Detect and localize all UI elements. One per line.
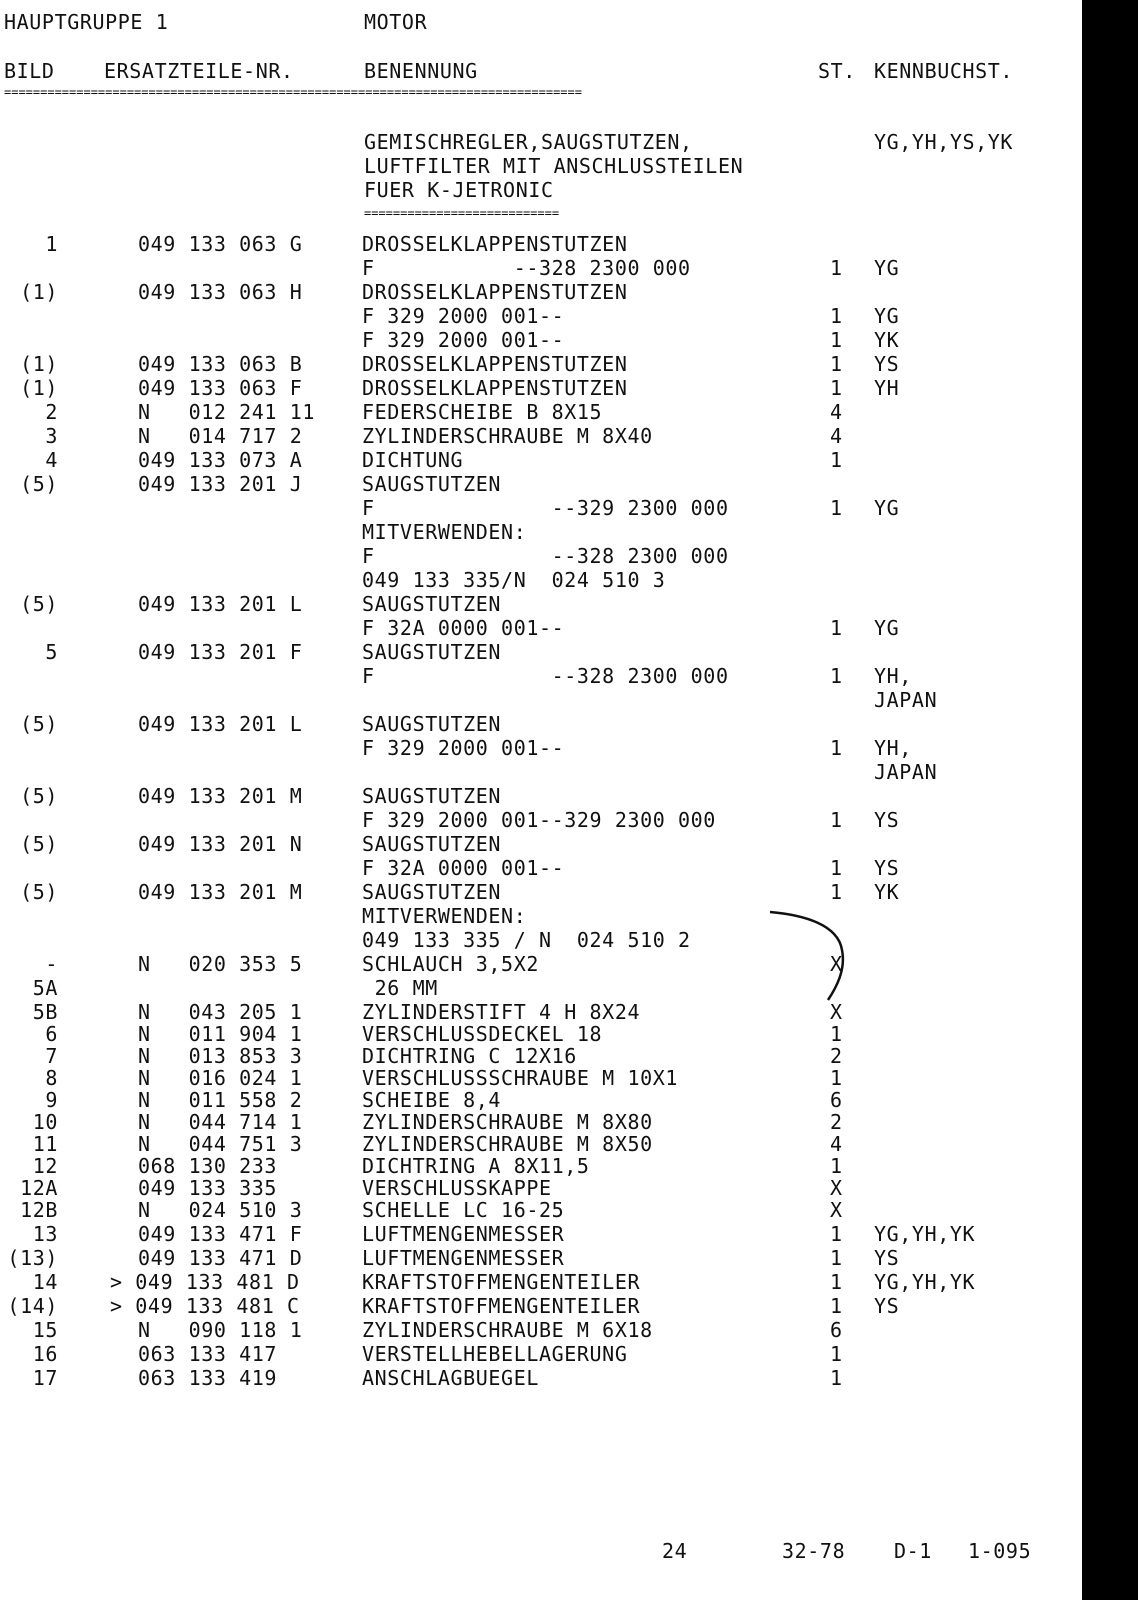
part-bild: 5A — [32, 976, 58, 1000]
part-number: 049 133 471 F — [138, 1222, 303, 1246]
part-name: SAUGSTUTZEN — [362, 880, 502, 904]
part-name: SAUGSTUTZEN — [362, 592, 502, 616]
part-number: 063 133 417 — [138, 1342, 278, 1366]
part-codes: YS — [874, 856, 900, 880]
part-bild: (5) — [20, 880, 58, 904]
part-number: 049 133 063 B — [138, 352, 303, 376]
part-codes: YG — [874, 616, 900, 640]
scan-edge-bar — [1082, 0, 1138, 1600]
part-bild: 12A — [20, 1176, 58, 1200]
part-quantity: 1 — [830, 856, 843, 880]
part-number: > 049 133 481 D — [110, 1270, 300, 1294]
part-quantity: 1 — [830, 304, 843, 328]
part-bild: 6 — [45, 1022, 58, 1046]
part-codes: YH, — [874, 664, 912, 688]
part-name: LUFTMENGENMESSER — [362, 1246, 565, 1270]
part-codes: YS — [874, 352, 900, 376]
header-group-label: HAUPTGRUPPE 1 — [4, 10, 169, 34]
part-codes: YG — [874, 256, 900, 280]
part-codes: YH — [874, 376, 900, 400]
part-quantity: 1 — [830, 352, 843, 376]
part-number: 049 133 201 J — [138, 472, 303, 496]
part-bild: (1) — [20, 352, 58, 376]
footer-date: 32-78 — [782, 1539, 846, 1563]
part-quantity: 2 — [830, 1044, 843, 1068]
column-header-benennung: BENENNUNG — [364, 59, 478, 83]
part-number: > 049 133 481 C — [110, 1294, 300, 1318]
part-name: SAUGSTUTZEN — [362, 712, 502, 736]
part-bild: (1) — [20, 280, 58, 304]
part-quantity: 6 — [830, 1318, 843, 1342]
part-quantity: 4 — [830, 400, 843, 424]
part-name: SAUGSTUTZEN — [362, 832, 502, 856]
part-bild: 17 — [32, 1366, 58, 1390]
part-codes: YS — [874, 1246, 900, 1270]
section-title-line-1: GEMISCHREGLER,SAUGSTUTZEN, — [364, 130, 693, 154]
part-bild: 12B — [20, 1198, 58, 1222]
part-bild: 9 — [45, 1088, 58, 1112]
part-name: KRAFTSTOFFMENGENTEILER — [362, 1270, 641, 1294]
part-number: 049 133 335 — [138, 1176, 278, 1200]
part-bild: 3 — [45, 424, 58, 448]
part-quantity: 1 — [830, 256, 843, 280]
part-bild: 12 — [32, 1154, 58, 1178]
part-name: ZYLINDERSCHRAUBE M 8X40 — [362, 424, 653, 448]
part-name: SCHEIBE 8,4 — [362, 1088, 502, 1112]
part-number: N 016 024 1 — [138, 1066, 303, 1090]
part-quantity: X — [830, 1000, 843, 1024]
part-codes: YH, — [874, 736, 912, 760]
part-number: 049 133 201 F — [138, 640, 303, 664]
part-bild: 1 — [45, 232, 58, 256]
part-bild: (5) — [20, 712, 58, 736]
part-name: SCHLAUCH 3,5X2 — [362, 952, 539, 976]
part-bild: (5) — [20, 832, 58, 856]
part-name: VERSCHLUSSKAPPE — [362, 1176, 552, 1200]
part-number: N 090 118 1 — [138, 1318, 303, 1342]
part-name: 049 133 335 / N 024 510 2 — [362, 928, 691, 952]
part-quantity: 1 — [830, 1294, 843, 1318]
part-codes: YG,YH,YK — [874, 1222, 976, 1246]
section-title-line-3: FUER K-JETRONIC — [364, 178, 554, 202]
part-bild: (1) — [20, 376, 58, 400]
part-quantity: 2 — [830, 1110, 843, 1134]
part-number: N 024 510 3 — [138, 1198, 303, 1222]
part-quantity: 4 — [830, 424, 843, 448]
part-name: DROSSELKLAPPENSTUTZEN — [362, 280, 628, 304]
part-number: 049 133 201 L — [138, 592, 303, 616]
part-name: SAUGSTUTZEN — [362, 640, 502, 664]
part-quantity: 4 — [830, 1132, 843, 1156]
part-bild: 13 — [32, 1222, 58, 1246]
part-name: F --329 2300 000 — [362, 496, 729, 520]
part-name: F 329 2000 001-- — [362, 736, 565, 760]
part-name: SAUGSTUTZEN — [362, 784, 502, 808]
part-bild: 2 — [45, 400, 58, 424]
part-name: DROSSELKLAPPENSTUTZEN — [362, 352, 628, 376]
part-codes: YS — [874, 808, 900, 832]
part-quantity: 1 — [830, 1022, 843, 1046]
part-number: N 044 751 3 — [138, 1132, 303, 1156]
part-quantity: 1 — [830, 376, 843, 400]
part-quantity: X — [830, 1176, 843, 1200]
part-number: 063 133 419 — [138, 1366, 278, 1390]
part-name: F 32A 0000 001-- — [362, 856, 565, 880]
part-quantity: X — [830, 1198, 843, 1222]
part-number: N 044 714 1 — [138, 1110, 303, 1134]
part-quantity: 1 — [830, 1066, 843, 1090]
part-bild: (5) — [20, 592, 58, 616]
part-codes: JAPAN — [874, 688, 938, 712]
part-name: DICHTRING C 12X16 — [362, 1044, 577, 1068]
column-header-bild: BILD — [4, 59, 55, 83]
part-name: ANSCHLAGBUEGEL — [362, 1366, 539, 1390]
footer-code: 1-095 — [968, 1539, 1032, 1563]
part-name: F 329 2000 001--329 2300 000 — [362, 808, 716, 832]
part-quantity: 6 — [830, 1088, 843, 1112]
section-title-line-2: LUFTFILTER MIT ANSCHLUSSTEILEN — [364, 154, 744, 178]
part-number: 049 133 201 M — [138, 880, 303, 904]
part-name: DROSSELKLAPPENSTUTZEN — [362, 376, 628, 400]
part-name: VERSCHLUSSDECKEL 18 — [362, 1022, 603, 1046]
part-quantity: 1 — [830, 880, 843, 904]
part-number: 049 133 471 D — [138, 1246, 303, 1270]
header-separator: ================================================================================ — [4, 86, 582, 98]
part-bild: (5) — [20, 784, 58, 808]
part-quantity: 1 — [830, 1270, 843, 1294]
part-name: SAUGSTUTZEN — [362, 472, 502, 496]
part-bild: 7 — [45, 1044, 58, 1068]
part-quantity: 1 — [830, 496, 843, 520]
part-quantity: 1 — [830, 328, 843, 352]
part-bild: (14) — [7, 1294, 58, 1318]
part-name: 26 MM — [362, 976, 438, 1000]
part-name: SCHELLE LC 16-25 — [362, 1198, 565, 1222]
column-header-st: ST. — [818, 59, 856, 83]
part-number: 049 133 063 H — [138, 280, 303, 304]
part-quantity: 1 — [830, 1366, 843, 1390]
part-name: F --328 2300 000 — [362, 544, 729, 568]
footer-page-number: 24 — [662, 1539, 688, 1563]
section-codes: YG,YH,YS,YK — [874, 130, 1014, 154]
part-number: 049 133 201 M — [138, 784, 303, 808]
part-number: 049 133 063 F — [138, 376, 303, 400]
part-codes: YK — [874, 880, 900, 904]
part-codes: YK — [874, 328, 900, 352]
part-number: N 043 205 1 — [138, 1000, 303, 1024]
part-name: MITVERWENDEN: — [362, 520, 527, 544]
part-number: 049 133 073 A — [138, 448, 303, 472]
part-bild: 16 — [32, 1342, 58, 1366]
part-number: 049 133 201 N — [138, 832, 303, 856]
part-codes: YG — [874, 496, 900, 520]
part-quantity: 1 — [830, 616, 843, 640]
column-header-ersatzteile-nr: ERSATZTEILE-NR. — [104, 59, 294, 83]
part-number: 049 133 063 G — [138, 232, 303, 256]
part-quantity: 1 — [830, 448, 843, 472]
part-name: MITVERWENDEN: — [362, 904, 527, 928]
part-name: ZYLINDERSCHRAUBE M 8X80 — [362, 1110, 653, 1134]
part-number: 049 133 201 L — [138, 712, 303, 736]
part-name: DROSSELKLAPPENSTUTZEN — [362, 232, 628, 256]
part-number: N 011 558 2 — [138, 1088, 303, 1112]
part-name: F --328 2300 000 — [362, 256, 691, 280]
part-name: FEDERSCHEIBE B 8X15 — [362, 400, 603, 424]
part-quantity: 1 — [830, 664, 843, 688]
part-codes: JAPAN — [874, 760, 938, 784]
part-quantity: 1 — [830, 1154, 843, 1178]
part-quantity: 1 — [830, 808, 843, 832]
part-number: N 012 241 11 — [138, 400, 315, 424]
part-number: N 013 853 3 — [138, 1044, 303, 1068]
part-name: DICHTRING A 8X11,5 — [362, 1154, 590, 1178]
header-group-name: MOTOR — [364, 10, 428, 34]
part-name: F 329 2000 001-- — [362, 304, 565, 328]
part-number: 068 130 233 — [138, 1154, 278, 1178]
part-quantity: 1 — [830, 1246, 843, 1270]
part-codes: YG — [874, 304, 900, 328]
part-bild: 14 — [32, 1270, 58, 1294]
part-name: 049 133 335/N 024 510 3 — [362, 568, 666, 592]
part-number: N 014 717 2 — [138, 424, 303, 448]
part-quantity: X — [830, 952, 843, 976]
part-bild: - — [45, 952, 58, 976]
part-number: N 011 904 1 — [138, 1022, 303, 1046]
part-quantity: 1 — [830, 736, 843, 760]
part-name: DICHTUNG — [362, 448, 464, 472]
part-quantity: 1 — [830, 1222, 843, 1246]
part-bild: (13) — [7, 1246, 58, 1270]
footer-edition: D-1 — [894, 1539, 932, 1563]
part-quantity: 1 — [830, 1342, 843, 1366]
part-bild: 8 — [45, 1066, 58, 1090]
part-bild: 5 — [45, 640, 58, 664]
part-bild: 5B — [32, 1000, 58, 1024]
part-name: F 329 2000 001-- — [362, 328, 565, 352]
part-bild: 4 — [45, 448, 58, 472]
part-name: F --328 2300 000 — [362, 664, 729, 688]
part-name: F 32A 0000 001-- — [362, 616, 565, 640]
part-codes: YG,YH,YK — [874, 1270, 976, 1294]
part-codes: YS — [874, 1294, 900, 1318]
part-name: VERSTELLHEBELLAGERUNG — [362, 1342, 628, 1366]
part-bild: 10 — [32, 1110, 58, 1134]
part-name: VERSCHLUSSSCHRAUBE M 10X1 — [362, 1066, 679, 1090]
part-bild: 15 — [32, 1318, 58, 1342]
part-bild: 11 — [32, 1132, 58, 1156]
part-name: ZYLINDERSCHRAUBE M 6X18 — [362, 1318, 653, 1342]
part-bild: (5) — [20, 472, 58, 496]
part-name: ZYLINDERSTIFT 4 H 8X24 — [362, 1000, 641, 1024]
column-header-kennbuchst: KENNBUCHST. — [874, 59, 1014, 83]
part-name: ZYLINDERSCHRAUBE M 8X50 — [362, 1132, 653, 1156]
part-number: N 020 353 5 — [138, 952, 303, 976]
part-name: KRAFTSTOFFMENGENTEILER — [362, 1294, 641, 1318]
part-name: LUFTMENGENMESSER — [362, 1222, 565, 1246]
section-underline: =========================== — [364, 207, 560, 219]
